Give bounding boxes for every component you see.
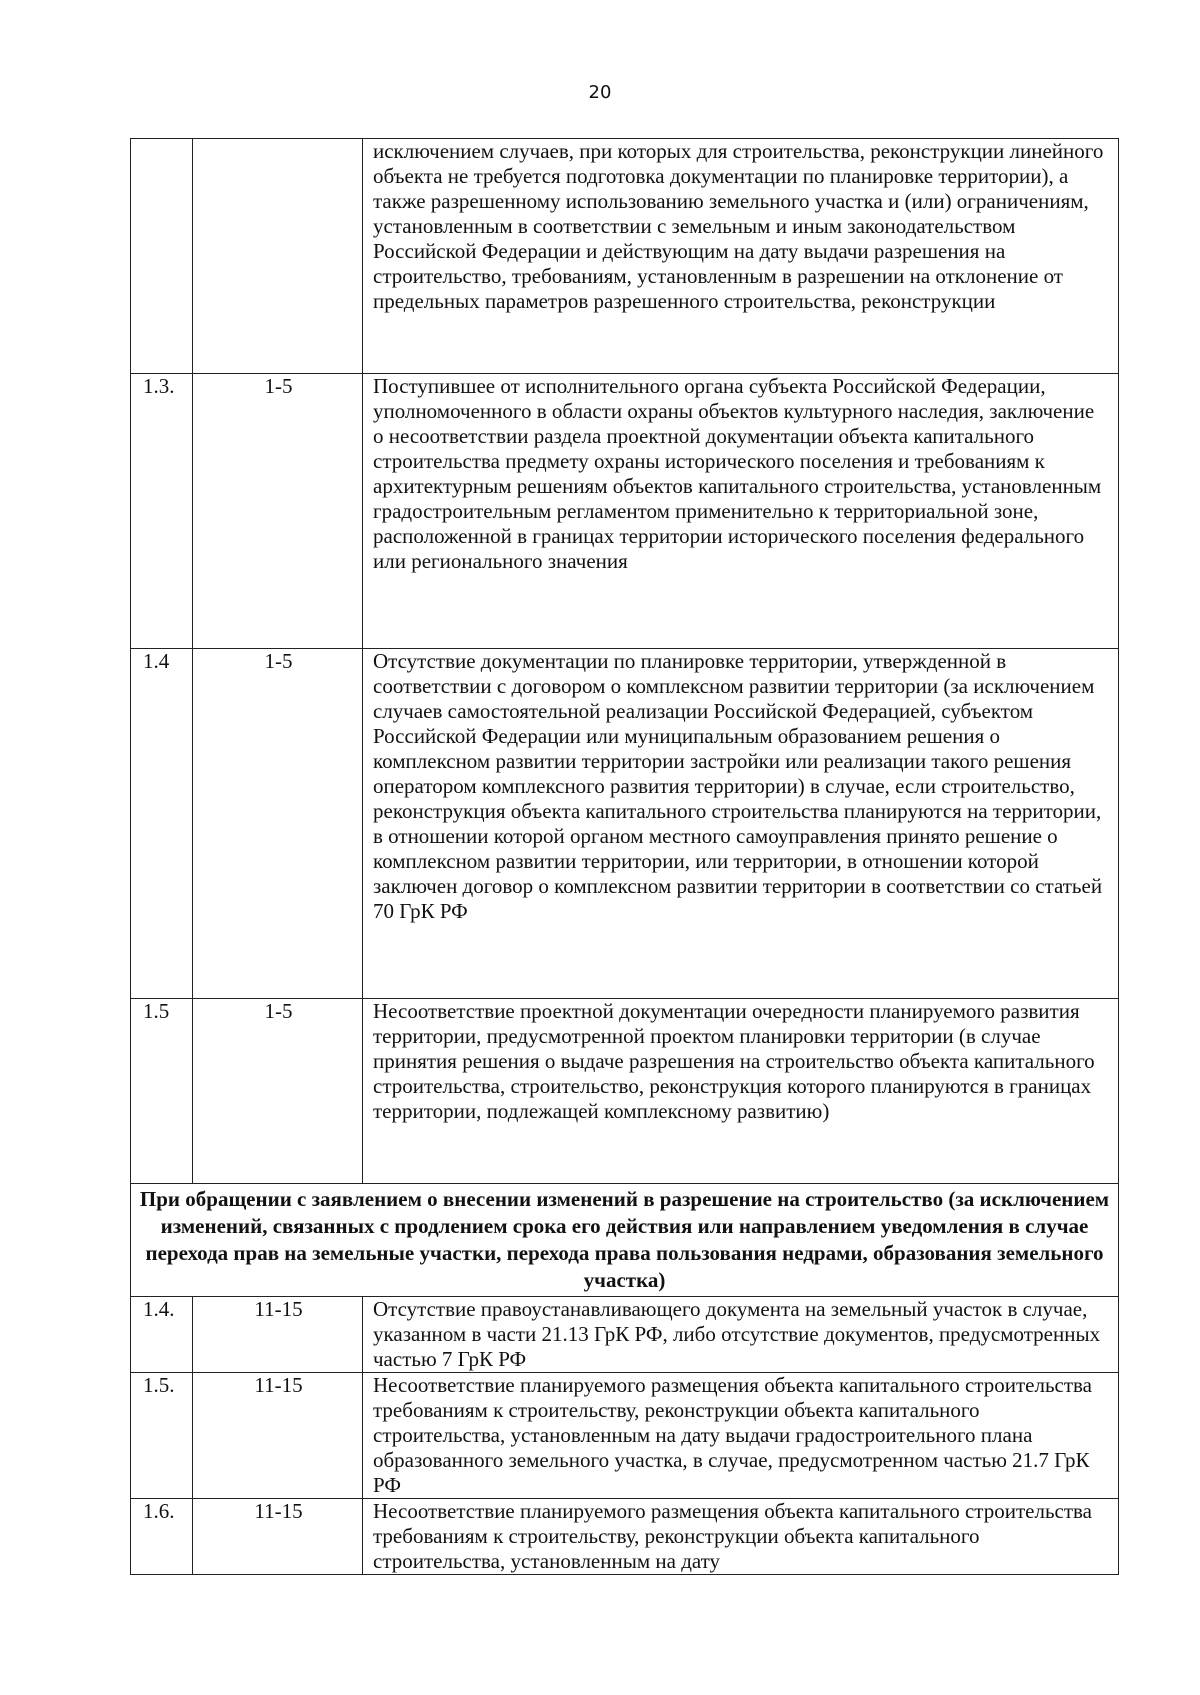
row-number: 1.6. bbox=[131, 1499, 193, 1575]
table-row bbox=[131, 649, 1119, 999]
row-text: Несоответствие планируемого размещения объекта капитального строительства требованиям к строительству, реконструкции объекта капитального строительства, установленным на дату выдачи градостроительного плана образованного земельного участка, в случае, предусмотренном частью 21.7 ГрК РФ bbox=[363, 1373, 1119, 1499]
row-text: Поступившее от исполнительного органа субъекта Российской Федерации, уполномоченного в области охраны объектов культурного наследия, заключение о несоответствии раздела проектной документации объекта капитального строительства предмету охраны исторического поселения и требованиям к архитектурным решениям объектов капитального строительства, установленным градостроительным регламентом применительно к территориальной зоне, расположенной в границах территории исторического поселения федерального или регионального значения bbox=[363, 374, 1119, 649]
row-text: исключением случаев, при которых для строительства, реконструкции линейного объекта не требуется подготовка документации по планировке территории), а также разрешенному использованию земельного участка и (или) ограничениям, установленным в соответствии с земельным и иным законодательством Российской Федерации и действующим на дату выдачи разрешения на строительство, требованиям, установленным в разрешении на отклонение от предельных параметров разрешенного строительства, реконструкции bbox=[363, 139, 1119, 374]
table-row bbox=[131, 1499, 1119, 1575]
row-codes: 11-15 bbox=[193, 1297, 363, 1373]
row-codes: 1-5 bbox=[193, 374, 363, 649]
table-row bbox=[131, 374, 1119, 649]
row-codes: 1-5 bbox=[193, 649, 363, 999]
row-number: 1.3. bbox=[131, 374, 193, 649]
row-number: 1.5. bbox=[131, 1373, 193, 1499]
row-codes: 11-15 bbox=[193, 1373, 363, 1499]
row-text: Отсутствие правоустанавливающего документа на земельный участок в случае, указанном в части 21.13 ГрК РФ, либо отсутствие документов, предусмотренных частью 7 ГрК РФ bbox=[363, 1297, 1119, 1373]
section-heading-row bbox=[131, 1184, 1119, 1297]
row-text: Отсутствие документации по планировке территории, утвержденной в соответствии с договором о комплексном развитии территории (за исключением случаев самостоятельной реализации Российской Федерацией, субъектом Российской Федерации или муниципальным образованием решения о комплексном развитии территории застройки или реализации такого решения оператором комплексного развития территории) в случае, если строительство, реконструкция объекта капитального строительства планируются на территории, в отношении которой органом местного самоуправления принято решение о комплексном развитии территории, или территории, в отношении которой заключен договор о комплексном развитии территории в соответствии со статьей 70 ГрК РФ bbox=[363, 649, 1119, 999]
row-codes bbox=[193, 139, 363, 374]
table-row bbox=[131, 139, 1119, 374]
row-codes: 1-5 bbox=[193, 999, 363, 1184]
row-number: 1.4 bbox=[131, 649, 193, 999]
row-number bbox=[131, 139, 193, 374]
section-heading: При обращении с заявлением о внесении изменений в разрешение на строительство (за исключением изменений, связанных с продлением срока его действия или направлением уведомления в случае перехода прав на земельные участки, перехода права пользования недрами, образования земельного участка) bbox=[131, 1184, 1119, 1297]
row-text: Несоответствие планируемого размещения объекта капитального строительства требованиям к строительству, реконструкции объекта капитального строительства, установленным на дату bbox=[363, 1499, 1119, 1575]
row-text: Несоответствие проектной документации очередности планируемого развития территории, предусмотренной проектом планировки территории (в случае принятия решения о выдаче разрешения на строительство объекта капитального строительства, строительство, реконструкция которого планируются в границах территории, подлежащей комплексному развитию) bbox=[363, 999, 1119, 1184]
row-number: 1.5 bbox=[131, 999, 193, 1184]
table-row bbox=[131, 999, 1119, 1184]
row-number: 1.4. bbox=[131, 1297, 193, 1373]
table-row bbox=[131, 1373, 1119, 1499]
table-row bbox=[131, 1297, 1119, 1373]
page-number: 20 bbox=[588, 82, 612, 103]
document-table bbox=[130, 138, 1119, 1575]
row-codes: 11-15 bbox=[193, 1499, 363, 1575]
